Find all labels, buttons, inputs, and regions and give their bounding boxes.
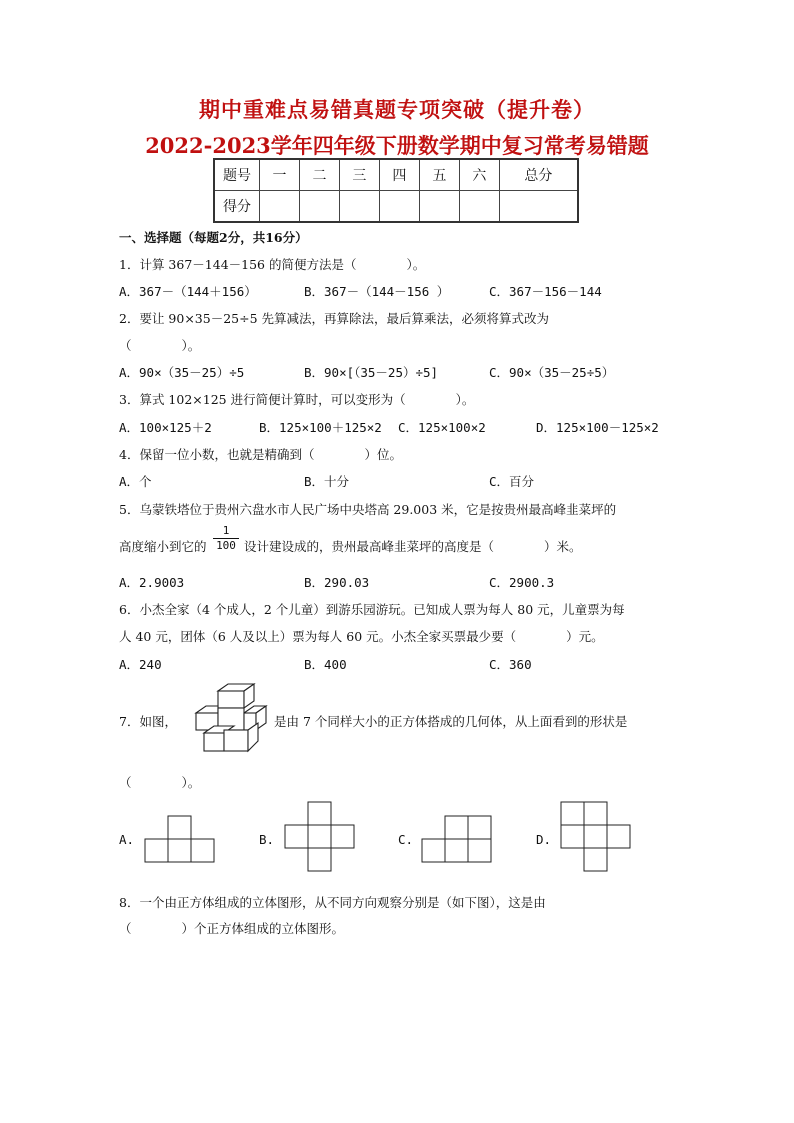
- q3-option-d[interactable]: D．125×100－125×2: [536, 420, 659, 435]
- q1-stem: 1．计算 367－144－156 的简便方法是（ ）。: [119, 257, 426, 272]
- score-cell: 一: [260, 159, 300, 191]
- q3-option-c[interactable]: C．125×100×2: [398, 420, 486, 435]
- q5-fraction: [213, 524, 239, 553]
- document-subtitle: 2022-2023学年四年级下册数学期中复习常考易错题: [145, 133, 649, 158]
- q7-stem-cont: （ ）。: [119, 775, 201, 790]
- q3-option-b[interactable]: B．125×100＋125×2: [259, 420, 382, 435]
- q6-option-b[interactable]: B．400: [304, 657, 347, 672]
- cube-stack-figure: [186, 683, 272, 755]
- q8-stem: 8．一个由正方体组成的立体图形，从不同方向观察分别是（如下图），这是由: [119, 895, 546, 910]
- section-heading: 一、选择题（每题2分，共16分）: [119, 230, 308, 245]
- q2-option-c[interactable]: C．90×（35－25÷5）: [489, 365, 615, 380]
- score-table-header-row: [214, 159, 578, 191]
- q2-option-b[interactable]: B．90×[（35－25）÷5]: [304, 365, 439, 380]
- q4-option-c[interactable]: C．百分: [489, 474, 535, 489]
- q1-option-c[interactable]: C．367－156－144: [489, 284, 602, 299]
- q1-option-b[interactable]: B．367－（144－156 ）: [304, 284, 450, 299]
- q4-option-a[interactable]: A．个: [119, 474, 152, 489]
- q6-option-c[interactable]: C．360: [489, 657, 532, 672]
- q7-option-b-label[interactable]: B.: [259, 832, 275, 847]
- score-cell: 得分: [214, 191, 260, 223]
- score-table: [213, 158, 579, 223]
- q5-stem: 5．乌蒙铁塔位于贵州六盘水市人民广场中央塔高 29.003 米，它是按贵州最高峰韭菜坪的: [119, 502, 617, 517]
- q7-option-a-figure[interactable]: [144, 815, 218, 863]
- q6-option-a[interactable]: A．240: [119, 657, 162, 672]
- q7-option-d-label[interactable]: D.: [536, 832, 552, 847]
- q6-stem: 6．小杰全家（4 个成人，2 个儿童）到游乐园游玩。已知成人票为每人 80 元，儿童票为每: [119, 602, 625, 617]
- q8-stem-cont: （ ）个正方体组成的立体图形。: [119, 921, 345, 936]
- score-input-cell[interactable]: [419, 191, 459, 223]
- q4-stem: 4．保留一位小数，也就是精确到（ ）位。: [119, 447, 402, 462]
- q5-option-b[interactable]: B．290.03: [304, 575, 370, 590]
- score-input-cell[interactable]: [379, 191, 419, 223]
- q7-option-a-label[interactable]: A.: [119, 832, 135, 847]
- score-table-score-row: [214, 191, 578, 223]
- score-cell: 六: [459, 159, 499, 191]
- q5-option-a[interactable]: A．2.9003: [119, 575, 185, 590]
- q7-option-d-figure[interactable]: [560, 801, 634, 873]
- score-cell: 五: [419, 159, 459, 191]
- q3-option-a[interactable]: A．100×125＋2: [119, 420, 212, 435]
- score-input-cell[interactable]: [299, 191, 339, 223]
- q6-stem-cont: 人 40 元，团体（6 人及以上）票为每人 60 元。小杰全家买票最少要（ ）元。: [119, 629, 604, 644]
- q7-option-b-figure[interactable]: [284, 801, 358, 873]
- fraction-numerator: 1: [213, 524, 239, 539]
- score-input-cell[interactable]: [459, 191, 499, 223]
- q2-stem-cont: （ ）。: [119, 338, 201, 353]
- document-title: 期中重难点易错真题专项突破（提升卷）: [199, 97, 595, 122]
- q5-option-c[interactable]: C．2900.3: [489, 575, 555, 590]
- q7-option-c-figure[interactable]: [421, 815, 495, 863]
- fraction-denominator: 100: [216, 539, 236, 552]
- q1-option-a[interactable]: A．367－（144＋156）: [119, 284, 257, 299]
- q5-stem-cont-post: 设计建设成的，贵州最高峰韭菜坪的高度是（ ）米。: [244, 539, 582, 554]
- q2-stem: 2．要让 90×35－25÷5 先算减法，再算除法，最后算乘法，必须将算式改为: [119, 311, 550, 326]
- q7-option-c-label[interactable]: C.: [398, 832, 414, 847]
- q7-stem-pre: 7．如图，: [119, 714, 177, 729]
- q5-stem-cont-pre: 高度缩小到它的: [119, 539, 207, 554]
- q2-option-a[interactable]: A．90×（35－25）÷5: [119, 365, 245, 380]
- score-cell: 三: [339, 159, 379, 191]
- q3-stem: 3．算式 102×125 进行简便计算时，可以变形为（ ）。: [119, 392, 475, 407]
- score-cell: 四: [379, 159, 419, 191]
- q7-stem-post: 是由 7 个同样大小的正方体搭成的几何体，从上面看到的形状是: [274, 714, 628, 729]
- q4-option-b[interactable]: B．十分: [304, 474, 350, 489]
- score-input-cell[interactable]: [339, 191, 379, 223]
- score-cell: 总分: [499, 159, 578, 191]
- score-input-cell[interactable]: [260, 191, 300, 223]
- score-cell: 二: [299, 159, 339, 191]
- score-cell: 题号: [214, 159, 260, 191]
- score-input-cell[interactable]: [499, 191, 578, 223]
